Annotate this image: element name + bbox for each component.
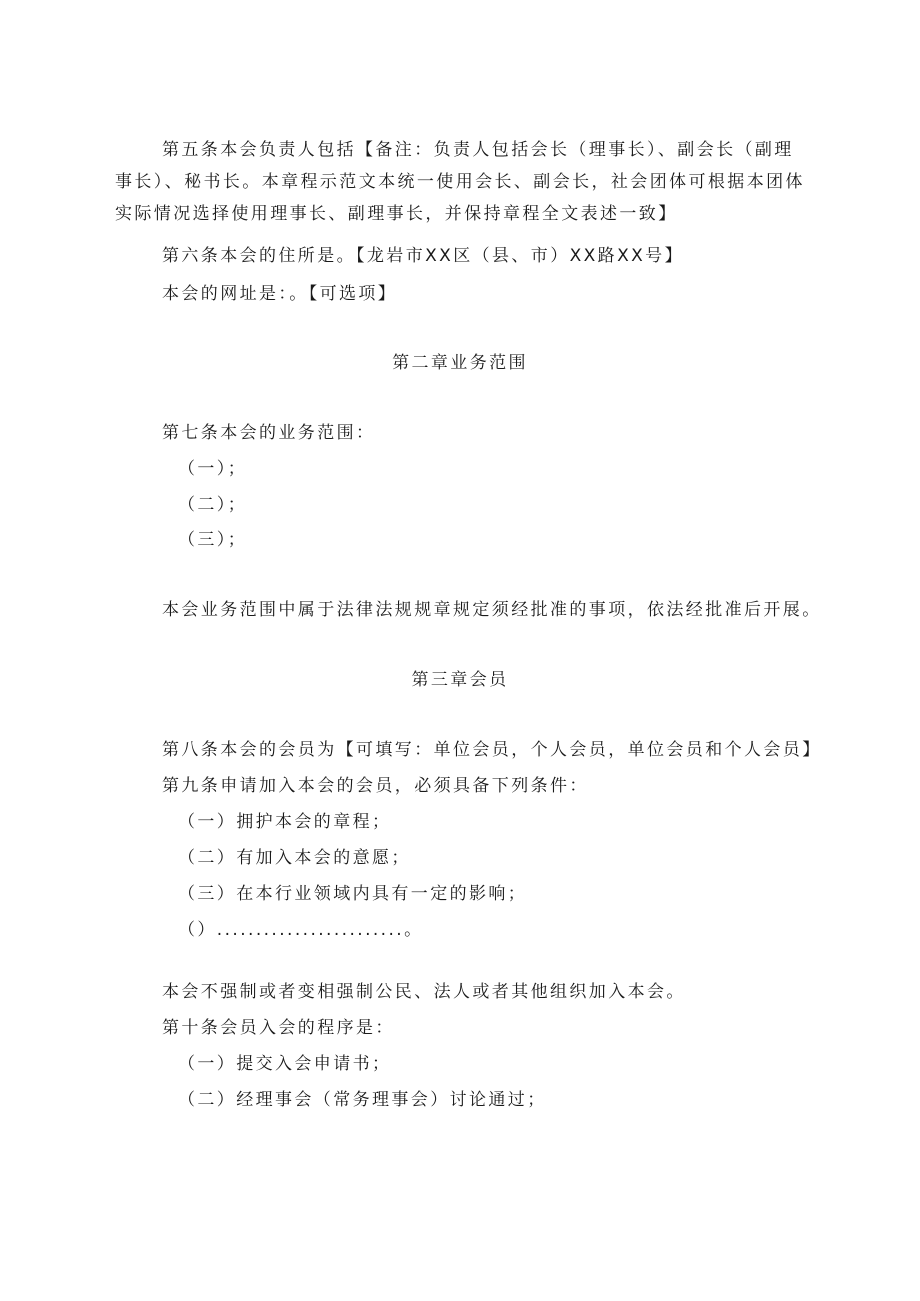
article-5-paragraph: 第五条本会负责人包括【备注：负责人包括会长（理事长）、副会长（副理事长）、秘书长。本章程示范文本统一使用会长、副会长，社会团体可根据本团体实际情况选择使用理事长、副理事长，并保持章程全文表述一致】 — [115, 140, 805, 224]
article-10-item-1: （一）提交入会申请书； — [178, 1054, 392, 1074]
article-9-item-2: （二）有加入本会的意愿； — [178, 848, 411, 868]
article-10-item-2: （二）经理事会（常务理事会）讨论通过； — [178, 1090, 547, 1110]
chapter-2-heading: 第二章业务范围 — [392, 353, 528, 373]
article-7-item-1: （一）； — [178, 459, 248, 479]
article-6-paragraph: 第六条本会的住所是。【龙岩市XX区（县、市）XX路XX号】 — [162, 246, 684, 266]
article-9-item-3: （三）在本行业领域内具有一定的影响； — [178, 884, 528, 904]
article-7-paragraph: 第七条本会的业务范围： — [162, 423, 376, 443]
article-7-item-3: （三）； — [178, 530, 248, 550]
article-9-item-4: （）........................。 — [178, 920, 424, 940]
article-9-item-1: （一）拥护本会的章程； — [178, 812, 392, 832]
website-paragraph: 本会的网址是：。【可选项】 — [162, 284, 398, 304]
article-7-item-2: （二）； — [178, 495, 248, 515]
no-forced-membership-paragraph: 本会不强制或者变相强制公民、法人或者其他组织加入本会。 — [162, 982, 686, 1002]
chapter-3-heading: 第三章会员 — [411, 670, 509, 690]
article-10-paragraph: 第十条会员入会的程序是： — [162, 1018, 395, 1038]
business-approval-note: 本会业务范围中属于法律法规规章规定须经批准的事项，依法经批准后开展。 — [162, 600, 822, 620]
article-8-paragraph: 第八条本会的会员为【可填写：单位会员，个人会员，单位会员和个人会员】 — [162, 740, 822, 760]
article-9-paragraph: 第九条申请加入本会的会员，必须具备下列条件： — [162, 776, 589, 796]
